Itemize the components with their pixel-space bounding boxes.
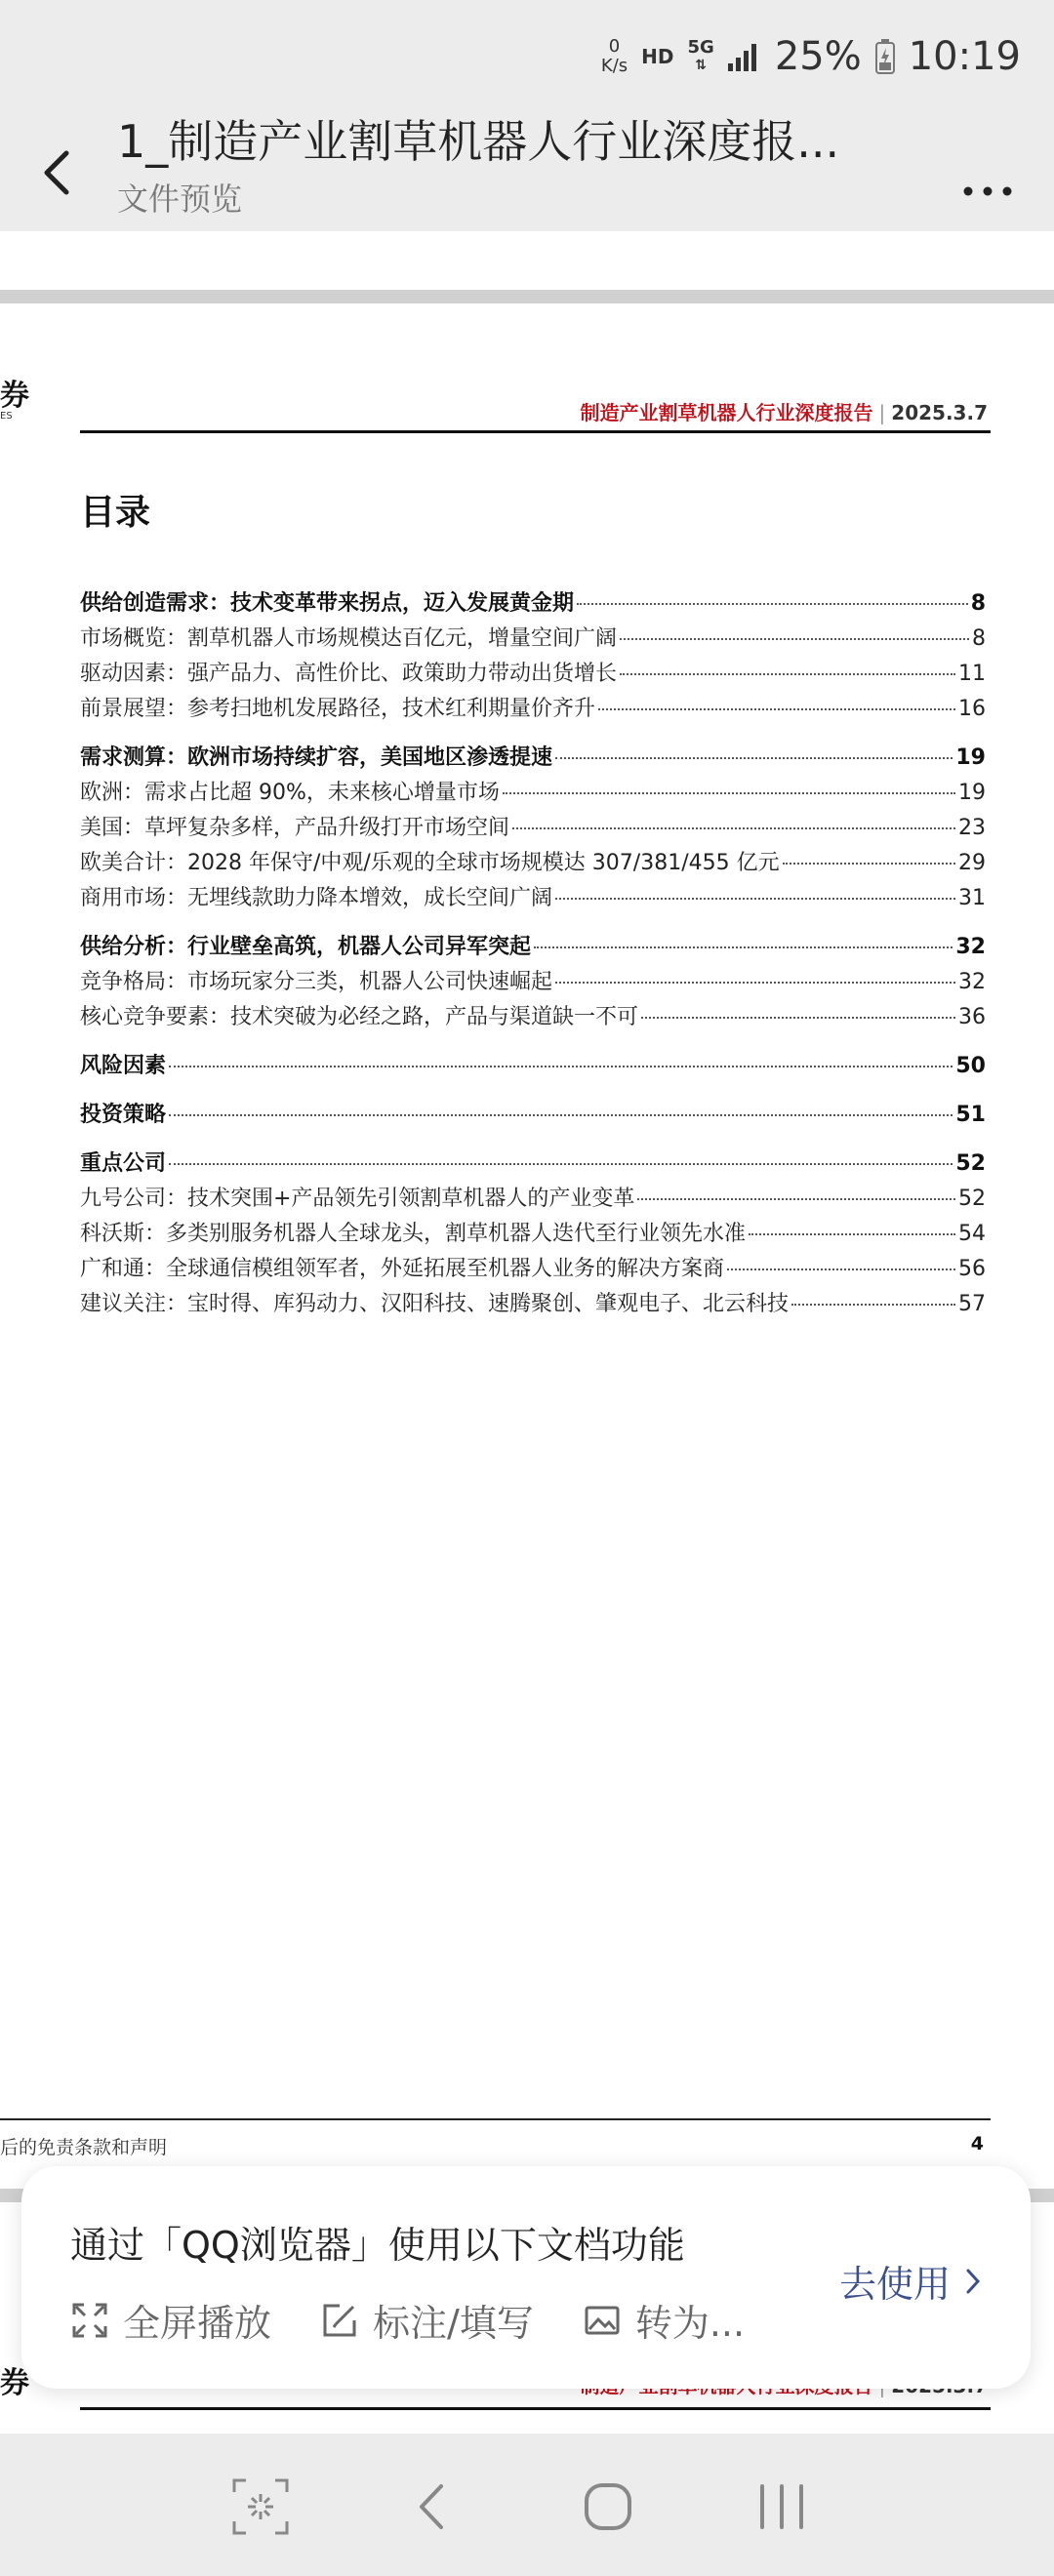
page-header-title: 制造产业割草机器人行业深度报告 [580, 401, 873, 424]
toc-entry-page: 8 [972, 626, 986, 651]
go-use-button[interactable] [839, 2254, 982, 2308]
toc-leader-dots [169, 1114, 953, 1116]
nav-back-icon[interactable] [400, 2473, 468, 2541]
toc-entry-label: 商用市场：无埋线款助力降本增效，成长空间广阔 [80, 886, 553, 910]
footer-page-number: 4 [970, 2133, 984, 2154]
table-of-contents [80, 586, 986, 1322]
toc-entry-label: 美国：草坪复杂多样，产品升级打开市场空间 [80, 816, 510, 840]
toc-entry-page: 52 [955, 1151, 986, 1176]
toc-entry-page: 51 [955, 1103, 986, 1127]
toc-entry[interactable] [80, 1252, 986, 1287]
toc-heading: 目录 [80, 493, 151, 533]
toc-section-entry[interactable] [80, 741, 986, 776]
previous-page-bottom [0, 231, 1054, 290]
toc-leader-dots [555, 757, 953, 759]
toc-leader-dots [577, 603, 968, 605]
toc-entry-label: 投资策略 [80, 1103, 167, 1127]
toc-leader-dots [749, 1233, 955, 1235]
feature-annotate-label: 标注/填写 [373, 2302, 534, 2345]
promo-features [70, 2293, 745, 2347]
toc-leader-dots [169, 1066, 953, 1067]
network-type [688, 39, 714, 74]
more-options-icon[interactable] [958, 139, 1017, 197]
toc-entry-page: 50 [955, 1054, 986, 1078]
toc-entry-page: 23 [958, 816, 986, 840]
toc-entry-label: 驱动因素：强产品力、高性价比、政策助力带动出货增长 [80, 662, 618, 686]
toc-entry[interactable] [80, 881, 986, 916]
toc-leader-dots [783, 863, 955, 865]
data-arrows-icon: ⇅ [695, 58, 708, 73]
feature-fullscreen-label: 全屏播放 [123, 2302, 272, 2345]
toc-entry-page: 36 [958, 1005, 986, 1029]
toc-entry[interactable] [80, 776, 986, 811]
toc-entry-label: 欧美合计：2028 年保守/中观/乐观的全球市场规模达 307/381/455 亿元 [80, 851, 780, 875]
toc-entry[interactable] [80, 692, 986, 727]
feature-convert-label: 转为... [634, 2302, 746, 2345]
chevron-right-icon [964, 2267, 982, 2296]
nav-home-icon[interactable] [574, 2473, 642, 2541]
page-header-date: 2025.3.7 [891, 401, 988, 424]
feature-convert[interactable] [583, 2293, 745, 2347]
toc-section-entry[interactable] [80, 930, 986, 965]
toc-entry[interactable] [80, 846, 986, 881]
logo-fragment: 券 [0, 2366, 29, 2400]
toc-leader-dots [503, 792, 955, 794]
nav-recents-icon[interactable] [748, 2473, 816, 2541]
network-speed-unit: K/s [600, 56, 628, 76]
signal-icon [728, 42, 761, 71]
header-divider [80, 2407, 991, 2410]
screenshot-capture-icon[interactable] [226, 2473, 295, 2541]
system-nav-bar [0, 2434, 1054, 2576]
network-speed [601, 37, 628, 76]
toc-section-entry[interactable] [80, 1147, 986, 1182]
network-type-label: 5G [687, 37, 714, 58]
footer-disclaimer: 后的免责条款和声明 [0, 2137, 168, 2158]
toc-leader-dots [620, 673, 955, 675]
toc-entry-label: 竞争格局：市场玩家分三类，机器人公司快速崛起 [80, 970, 553, 994]
toc-leader-dots [727, 1268, 955, 1270]
toc-entry-label: 科沃斯：多类别服务机器人全球龙头，割草机器人迭代至行业领先水准 [80, 1222, 747, 1246]
toc-leader-dots [637, 1198, 955, 1200]
battery-percent: 25% [774, 34, 862, 79]
toc-entry[interactable] [80, 1287, 986, 1322]
toc-section-entry[interactable] [80, 1049, 986, 1084]
toc-entry-label: 重点公司 [80, 1151, 167, 1176]
toc-leader-dots [555, 982, 955, 984]
footer-divider [0, 2118, 991, 2120]
title-bar [0, 109, 1054, 231]
toc-entry-page: 16 [958, 697, 986, 721]
toc-leader-dots [641, 1017, 955, 1019]
toc-leader-dots [555, 898, 955, 900]
document-page[interactable] [0, 303, 1054, 2189]
toc-entry[interactable] [80, 1217, 986, 1252]
status-bar [0, 0, 1054, 109]
toc-entry-label: 欧洲：需求占比超 90%，未来核心增量市场 [80, 781, 500, 805]
toc-entry-label: 广和通：全球通信模组领军者，外延拓展至机器人业务的解决方案商 [80, 1257, 725, 1281]
toc-entry-label: 风险因素 [80, 1054, 167, 1078]
toc-entry-page: 54 [958, 1222, 986, 1246]
toc-entry-page: 19 [955, 745, 986, 770]
promo-title: 通过「QQ浏览器」使用以下文档功能 [70, 2224, 685, 2267]
fullscreen-icon [70, 2301, 109, 2340]
logo-fragment-small: ES [0, 411, 13, 422]
toc-entry-page: 57 [958, 1292, 986, 1316]
toc-entry-page: 56 [958, 1257, 986, 1281]
go-use-label: 去使用 [838, 2263, 951, 2306]
network-speed-value: 0 [608, 36, 621, 57]
toc-entry[interactable] [80, 622, 986, 657]
toc-entry[interactable] [80, 1182, 986, 1217]
toc-entry-page: 8 [970, 591, 986, 616]
document-title: 1_制造产业割草机器人行业深度报... [117, 115, 840, 168]
toc-entry-page: 11 [958, 662, 986, 686]
qq-browser-promo-card[interactable] [21, 2166, 1031, 2389]
document-subtitle: 文件预览 [117, 181, 243, 218]
toc-section-entry[interactable] [80, 1098, 986, 1133]
feature-fullscreen[interactable] [70, 2293, 271, 2347]
edit-icon [320, 2301, 359, 2340]
toc-entry-label: 核心竞争要素：技术突破为必经之路，产品与渠道缺一不可 [80, 1005, 639, 1029]
toc-entry[interactable] [80, 1000, 986, 1035]
toc-entry-label: 供给分析：行业壁垒高筑，机器人公司异军突起 [80, 935, 532, 959]
toc-entry-label: 供给创造需求：技术变革带来拐点，迈入发展黄金期 [80, 591, 575, 616]
status-indicators [601, 29, 1021, 84]
toc-leader-dots [169, 1163, 953, 1165]
toc-entry-page: 29 [958, 851, 986, 875]
toc-entry[interactable] [80, 811, 986, 846]
toc-leader-dots [791, 1304, 955, 1306]
toc-leader-dots [534, 946, 953, 948]
toc-entry-label: 建议关注：宝时得、库犸动力、汉阳科技、速腾聚创、肇观电子、北云科技 [80, 1292, 790, 1316]
toc-entry-page: 32 [955, 935, 986, 959]
feature-annotate[interactable] [320, 2293, 534, 2347]
toc-entry-page: 19 [958, 781, 986, 805]
hd-indicator: HD [641, 45, 674, 68]
page-header: 制造产业割草机器人行业深度报告 | 2025.3.7 [580, 401, 988, 424]
header-divider [80, 430, 991, 433]
back-arrow-icon[interactable] [29, 129, 88, 217]
toc-leader-dots [512, 827, 955, 829]
toc-entry[interactable] [80, 965, 986, 1000]
toc-entry[interactable] [80, 657, 986, 692]
image-icon [583, 2301, 622, 2340]
toc-entry-label: 市场概览：割草机器人市场规模达百亿元，增量空间广阔 [80, 626, 618, 651]
toc-leader-dots [598, 708, 955, 710]
page-separator [0, 290, 1054, 303]
toc-entry-page: 31 [958, 886, 986, 910]
toc-entry-label: 前景展望：参考扫地机发展路径，技术红利期量价齐升 [80, 697, 596, 721]
toc-entry-label: 需求测算：欧洲市场持续扩容，美国地区渗透提速 [80, 745, 553, 770]
logo-fragment: 券 [0, 379, 29, 413]
clock: 10:19 [908, 34, 1021, 79]
toc-entry-page: 52 [958, 1187, 986, 1211]
battery-icon [875, 39, 895, 74]
toc-leader-dots [620, 638, 969, 640]
toc-entry-page: 32 [958, 970, 986, 994]
toc-entry-label: 九号公司：技术突围+产品领先引领割草机器人的产业变革 [80, 1187, 635, 1211]
toc-section-entry[interactable] [80, 586, 986, 622]
